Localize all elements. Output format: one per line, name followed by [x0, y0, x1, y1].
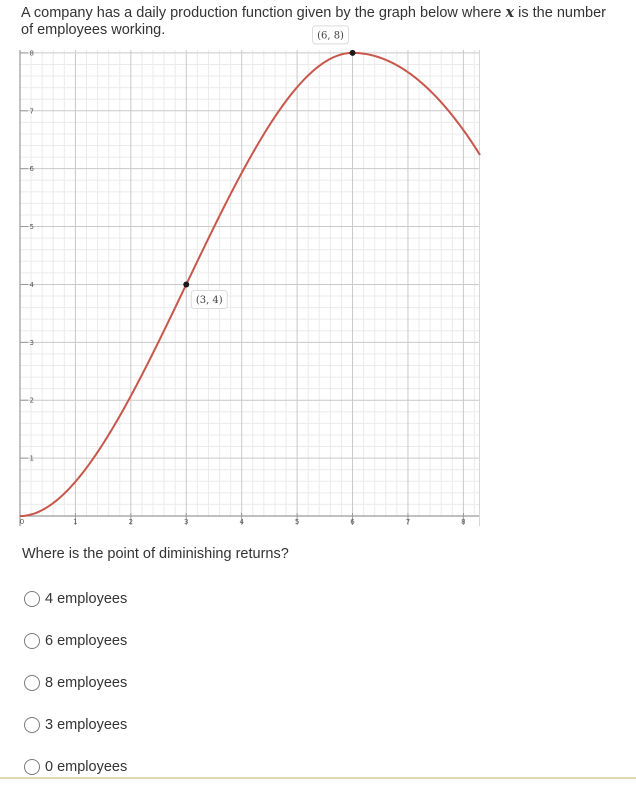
question-text-before: A company has a daily production function given by the graph below where — [21, 5, 502, 21]
y-tick-label: 5 — [29, 223, 34, 232]
option-8-employees[interactable] — [24, 674, 127, 692]
bottom-divider — [0, 777, 636, 779]
y-tick-label: 8 — [29, 49, 34, 58]
x-tick-label: 1 — [73, 518, 78, 526]
option-label: 0 employees — [45, 759, 128, 775]
question-prompt: Where is the point of diminishing returns? — [22, 546, 289, 562]
variable-x: x — [505, 4, 515, 21]
option-0-employees[interactable] — [24, 758, 127, 776]
point-label: (6, 8) — [317, 30, 344, 42]
x-tick-label: 6 — [350, 518, 355, 526]
radio-button[interactable] — [24, 591, 40, 607]
y-tick-label: 6 — [29, 165, 34, 174]
y-tick-label: 1 — [29, 454, 34, 463]
answer-options — [24, 590, 127, 800]
option-label: 4 employees — [45, 591, 128, 607]
x-tick-label: 4 — [239, 518, 244, 526]
y-tick-label: 2 — [29, 396, 34, 405]
radio-button[interactable] — [24, 675, 40, 691]
option-label: 8 employees — [45, 675, 128, 691]
production-graph-svg — [19, 30, 480, 532]
x-tick-label: 5 — [294, 518, 300, 526]
option-4-employees[interactable] — [24, 590, 127, 608]
y-tick-label: 4 — [29, 280, 34, 289]
y-tick-label: 7 — [29, 107, 34, 116]
question-text-after: is the number of employees working. — [21, 5, 606, 38]
x-tick-label: 2 — [128, 518, 134, 526]
option-3-employees[interactable] — [24, 716, 127, 734]
radio-button[interactable] — [24, 633, 40, 649]
point-label: (3, 4) — [195, 294, 223, 306]
data-point — [183, 281, 189, 287]
option-label: 3 employees — [45, 717, 128, 733]
data-point — [350, 50, 356, 56]
x-tick-label: 3 — [184, 518, 189, 526]
x-tick-label: 0 — [19, 518, 25, 526]
option-6-employees[interactable] — [24, 632, 127, 650]
y-tick-label: 3 — [29, 338, 34, 347]
radio-button[interactable] — [24, 759, 40, 775]
production-graph — [19, 30, 480, 532]
option-label: 6 employees — [45, 633, 128, 649]
x-tick-label: 7 — [405, 518, 411, 526]
radio-button[interactable] — [24, 717, 40, 733]
x-tick-label: 8 — [461, 518, 466, 526]
